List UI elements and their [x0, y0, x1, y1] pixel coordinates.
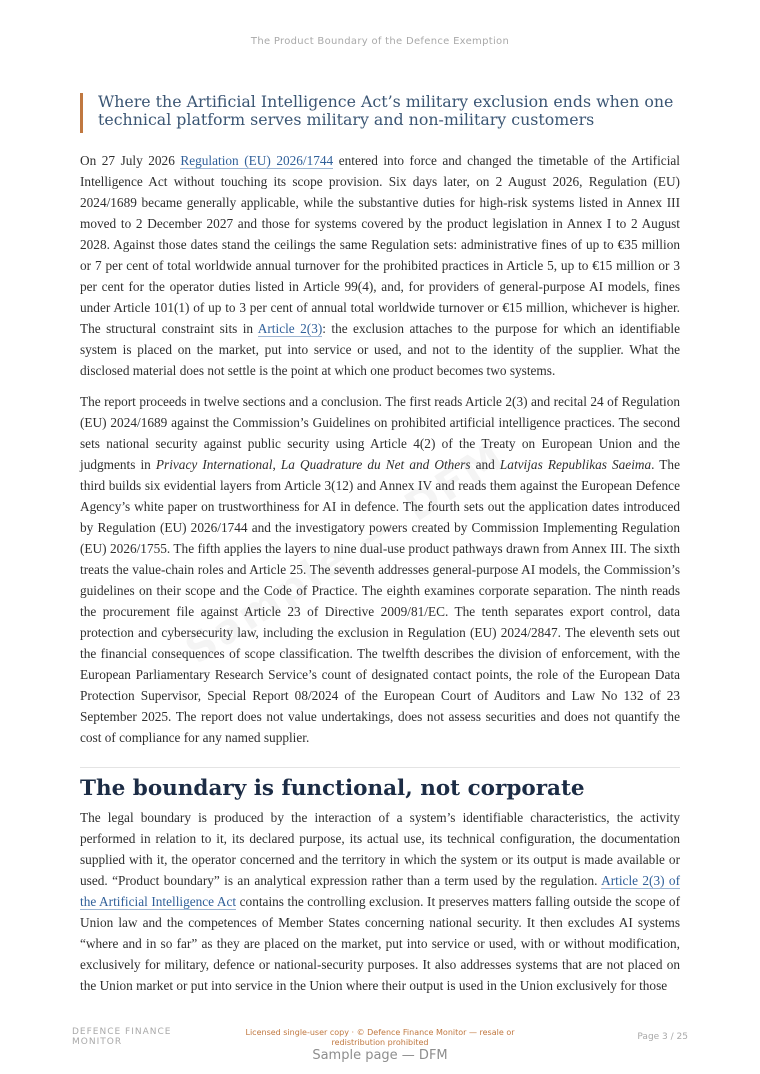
- text-run: . The third builds six evidential layers from Article 3(12) and Annex IV and reads them against the European Defence Agency’s white paper on trustworthiness for AI in defence. The fourth sets out the application dates introduced by Regulation (EU) 2026/1744 and the investigatory powers created by Commission Implementing Regulation (EU) 2026/1755. The fifth applies the layers to nine dual-use product pathways drawn from Annex III. The sixth treats the value-chain roles and Article 25. The seventh addresses general-purpose AI models, the Commission’s guidelines on their scope and the Code of Practice. The eighth examines corporate separation. The ninth reads the procurement file against Article 23 of Directive 2009/81/EC. The tenth separates export control, data protection and cybersecurity law, including the exclusion in Regulation (EU) 2024/2847. The eleventh sets out the financial consequences of scope classification. The twelfth describes the division of enforcement, with the European Parliamentary Research Service’s count of designated contact points, the role of the European Data Protection Supervisor, Special Report 08/2024 of the European Court of Auditors and Law No 132 of 23 September 2025. The report does not value undertakings, does not assess securities and does not quantify the cost of compliance for any named supplier.: [80, 457, 680, 745]
- text-run: The report proceeds in twelve sections and a conclusion. The first reads Article 2(3) and recital 24 of Regulation (EU) 2024/1689 against the Commission’s Guidelines on prohibited artificial intelligence practices. The second sets national security against public security using Article 4(2) of the Treaty on European Union and the judgments in: [80, 394, 680, 472]
- text-run: and: [470, 457, 500, 472]
- section-heading: The boundary is functional, not corporate: [80, 776, 585, 801]
- case-name: Privacy International: [155, 457, 273, 472]
- page-number: Page 3 / 25: [637, 1032, 688, 1042]
- article-2-3-link[interactable]: Article 2(3): [257, 321, 323, 336]
- footer-brand: DEFENCE FINANCE MONITOR: [72, 1027, 172, 1047]
- section-divider: [80, 767, 680, 768]
- pull-quote: Where the Artificial Intelligence Act’s military exclusion ends when one technical platform serves military and non-military customers: [80, 93, 680, 133]
- case-name: Latvijas Republikas Saeima: [499, 457, 652, 472]
- text-run: contains the controlling exclusion. It preserves matters falling outside the scope of Union law and the competences of Member States concerning national security. It then excludes AI systems “where and in so far” as they are placed on the market, put into service or used, with or without modification, exclusively for military, defence or national-security purposes. It also addresses systems that are not placed on the Union market or put into service in the Union where their output is used in the Union exclusively for those: [80, 894, 680, 993]
- body-paragraph-2: [80, 391, 680, 748]
- ai-act-article-2-3-link[interactable]: Article 2(3) of the Artificial Intelligence Act: [80, 873, 681, 909]
- body-paragraph-1: [80, 150, 680, 381]
- body-paragraph-3: [80, 807, 680, 996]
- regulation-2026-1744-link[interactable]: Regulation (EU) 2026/1744: [180, 153, 334, 168]
- sample-page-stamp: Sample page — DFM: [312, 1048, 448, 1063]
- footer-license-notice: Licensed single-user copy · © Defence Finance Monitor — resale or redistribution prohibited: [245, 1028, 515, 1047]
- running-header: The Product Boundary of the Defence Exemption: [250, 36, 510, 47]
- text-run: The legal boundary is produced by the interaction of a system’s identifiable characteristics, the activity performed in relation to it, its declared purpose, its actual use, its technical configuration, the documentation supplied with it, the operator concerned and the territory in which the system or its output is made available or used. “Product boundary” is an analytical expression rather than a term used by the regulation.: [80, 810, 680, 888]
- case-name: La Quadrature du Net and Others: [280, 457, 471, 472]
- text-run: entered into force and changed the timetable of the Artificial Intelligence Act without touching its scope provision. Six days later, on 2 August 2026, Regulation (EU) 2024/1689 became generally applicable, while the substantive duties for high-risk systems listed in Annex III moved to 2 December 2027 and those for systems covered by the product legislation in Annex I to 2 August 2028. Against those dates stand the ceilings the same Regulation sets: administrative fines of up to €35 million or 7 per cent of total worldwide annual turnover for the prohibited practices in Article 5, up to €15 million or 3 per cent for the operator duties listed in Article 99(4), and, for providers of general-purpose AI models, fines under Article 101(1) of up to 3 per cent of annual total worldwide turnover or €15 million, whichever is higher. The structural constraint sits in: [80, 153, 680, 336]
- text-run: : the exclusion attaches to the purpose for which an identifiable system is placed on the market, put into service or used, and not to the identity of the supplier. What the disclosed material does not settle is the point at which one product becomes two systems.: [80, 321, 680, 378]
- text-run: On 27 July 2026: [80, 153, 181, 168]
- text-run: ,: [272, 457, 281, 472]
